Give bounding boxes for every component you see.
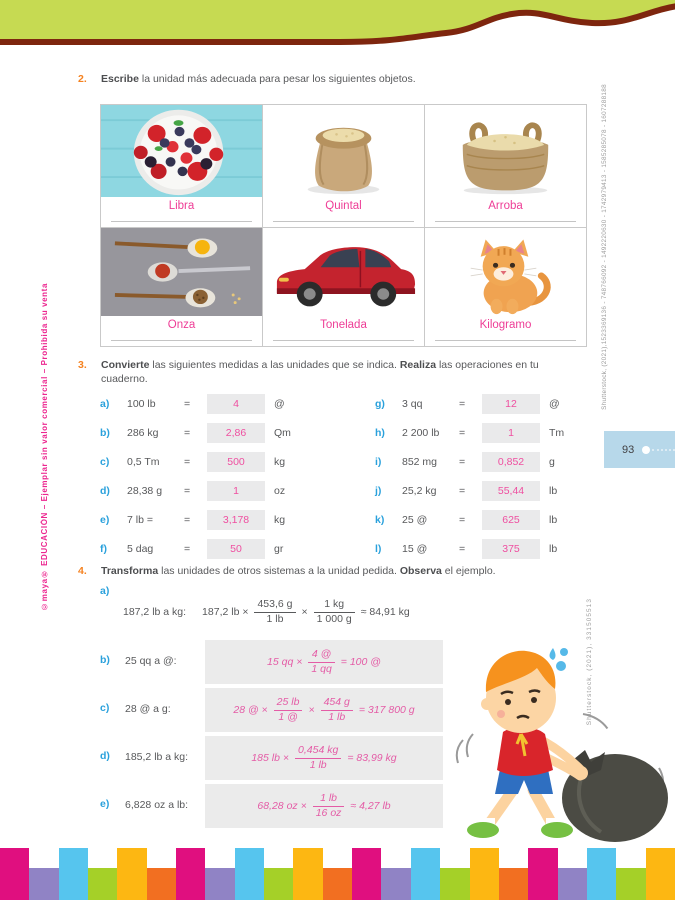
row-letter: g) — [375, 398, 385, 410]
answer-value: 500 — [227, 456, 245, 468]
row-letter: b) — [100, 654, 110, 666]
band-bar — [411, 848, 440, 900]
unit-label — [263, 316, 424, 346]
row-letter: a) — [100, 398, 110, 410]
exercise-4-header — [78, 564, 598, 578]
exercise-3-header — [78, 358, 585, 386]
grain-basket-photo — [425, 105, 586, 197]
unit-label-text: Kilogramo — [479, 319, 532, 331]
berries-photo-illustration — [101, 105, 262, 197]
car-photo-illustration — [263, 228, 424, 316]
fraction — [274, 696, 303, 723]
row-letter: a) — [100, 585, 110, 597]
instruction-rest: las operaciones en tu cuaderno. — [101, 359, 539, 386]
equals-sign: = — [184, 456, 191, 468]
fraction — [313, 792, 345, 819]
band-bar — [205, 868, 234, 900]
answer-value: 375 — [502, 543, 520, 555]
unit-label — [263, 197, 424, 227]
instruction-bold: Escribe — [101, 73, 139, 85]
band-bar — [117, 848, 146, 900]
answer-box — [207, 539, 265, 559]
work-box — [205, 640, 443, 684]
row-letter: j) — [375, 485, 382, 497]
band-bar — [323, 868, 352, 900]
band-bar — [176, 848, 205, 900]
band-bar — [0, 848, 29, 900]
conversion-column-right — [375, 394, 564, 559]
grain-sack-photo — [263, 105, 424, 197]
instruction-text — [101, 564, 496, 578]
equals-sign: = — [459, 456, 466, 468]
conversion-row — [100, 394, 291, 414]
conversion-row — [375, 452, 564, 472]
result-text: = 100 @ — [340, 656, 381, 668]
fraction — [308, 648, 334, 675]
answer-value: 625 — [502, 514, 520, 526]
unit-text: @ — [274, 398, 285, 410]
unit-text: kg — [274, 514, 286, 526]
answer-line — [111, 221, 253, 222]
row-letter: b) — [100, 427, 110, 439]
answer-box — [482, 394, 540, 414]
unit-text: lb — [549, 485, 558, 497]
row-letter: d) — [100, 485, 110, 497]
page-number-badge — [604, 431, 675, 468]
unit-text: lb — [549, 514, 558, 526]
row-letter: l) — [375, 543, 382, 555]
row-problem: 187,2 lb a kg: — [123, 606, 187, 618]
fraction — [295, 744, 341, 771]
answer-box — [207, 423, 265, 443]
answer-line — [435, 221, 577, 222]
fraction — [254, 598, 295, 625]
row-letter: d) — [100, 750, 110, 762]
result-text: = 83,99 kg — [347, 752, 397, 764]
answer-value: 55,44 — [497, 485, 525, 497]
row-expression: 2 200 lb — [402, 427, 440, 439]
equals-sign: = — [459, 514, 466, 526]
conversion-row — [100, 423, 291, 443]
fraction-numerator: 454 g — [321, 696, 353, 710]
answer-box — [482, 510, 540, 530]
answer-box — [482, 423, 540, 443]
row-problem: 25 qq a @: — [125, 655, 177, 667]
fraction-numerator: 4 @ — [308, 648, 334, 662]
boy-trash-bag-illustration — [433, 622, 670, 844]
grid-cell — [425, 105, 587, 228]
fraction-numerator: 1 lb — [313, 792, 345, 806]
answer-box — [207, 394, 265, 414]
math-lead: 28 @ × — [233, 704, 268, 716]
row-expression: 852 mg — [402, 456, 438, 468]
conversion-row — [375, 481, 564, 501]
fraction-denominator: 1 qq — [311, 662, 332, 675]
work-box — [205, 688, 443, 732]
unit-text: gr — [274, 543, 284, 555]
band-bar — [528, 848, 557, 900]
answer-value: 50 — [230, 543, 242, 555]
instruction-text — [101, 358, 585, 386]
row-expression: 7 lb = — [127, 514, 153, 526]
band-bar — [470, 848, 499, 900]
equals-sign: = — [184, 485, 191, 497]
result-text: ≈ 4,27 lb — [350, 800, 391, 812]
work-box — [205, 736, 443, 780]
band-bar — [646, 848, 675, 900]
row-letter: e) — [100, 798, 110, 810]
times-sign: × — [301, 606, 308, 618]
answer-box — [482, 452, 540, 472]
answer-value: 0,852 — [497, 456, 525, 468]
fraction — [321, 696, 353, 723]
answer-value: 2,86 — [225, 427, 247, 439]
equals-sign: = — [459, 543, 466, 555]
equals-sign: = — [184, 514, 191, 526]
row-expression: 28,38 g — [127, 485, 163, 497]
band-bar — [59, 848, 88, 900]
exercise-2-header — [78, 72, 583, 86]
unit-label — [101, 316, 262, 346]
unit-text: oz — [274, 485, 286, 497]
image-credit-text-2: Shutterstock, (2021), 331505513 — [586, 598, 593, 726]
band-bar — [147, 868, 176, 900]
row-letter: c) — [100, 456, 110, 468]
answer-line — [273, 221, 415, 222]
band-bar — [440, 868, 469, 900]
row-problem: 6,828 oz a lb: — [125, 799, 189, 811]
unit-text: lb — [549, 543, 558, 555]
item-number: 2. — [78, 73, 87, 85]
answer-value: 1 — [508, 427, 514, 439]
band-bar — [381, 868, 410, 900]
fraction-denominator: 1 000 g — [316, 612, 352, 625]
result-text: = 317 800 g — [358, 704, 415, 716]
grid-cell — [101, 105, 263, 228]
bottom-color-band — [0, 848, 675, 900]
fraction-numerator: 453,6 g — [254, 598, 295, 612]
instruction-bold: Transforma — [101, 565, 159, 577]
equals-sign: = — [184, 427, 191, 439]
spice-spoons-photo — [101, 228, 262, 316]
item-number: 4. — [78, 565, 87, 577]
band-bar — [558, 868, 587, 900]
row-letter: e) — [100, 514, 110, 526]
work-box — [205, 784, 443, 828]
fraction — [314, 598, 355, 625]
equals-sign: = — [459, 427, 466, 439]
answer-box — [207, 510, 265, 530]
unit-text: Qm — [274, 427, 291, 439]
instruction-bold: Convierte — [101, 359, 150, 371]
kitten-photo — [425, 228, 586, 316]
unit-label-text: Onza — [167, 319, 196, 331]
conversion-row — [100, 481, 291, 501]
badge-dot — [642, 446, 650, 454]
conversion-row — [100, 510, 291, 530]
row-expression: 25,2 kg — [402, 485, 437, 497]
fraction-denominator: 1 lb — [266, 612, 284, 625]
equals-sign: = — [459, 398, 466, 410]
badge-dotted-line — [652, 449, 675, 451]
unit-label — [425, 316, 586, 346]
answer-line — [435, 340, 577, 341]
weighing-grid — [100, 104, 587, 347]
unit-label-text: Quintal — [325, 200, 362, 212]
answer-line — [111, 340, 253, 341]
conversion-column-left — [100, 394, 291, 559]
row-problem: 28 @ a g: — [125, 703, 171, 715]
grid-cell — [263, 105, 425, 228]
instruction-rest: la unidad más adecuada para pesar los siguientes objetos. — [138, 73, 416, 85]
instruction-text — [101, 72, 416, 86]
row-letter: h) — [375, 427, 385, 439]
unit-label-text: Tonelada — [320, 319, 367, 331]
band-bar — [88, 868, 117, 900]
answer-box — [207, 452, 265, 472]
band-bar — [616, 868, 645, 900]
spoons-photo-illustration — [101, 228, 262, 316]
row-expression: 100 lb — [127, 398, 156, 410]
row-letter: c) — [100, 702, 110, 714]
row-expression: 286 kg — [127, 427, 159, 439]
row-problem: 185,2 lb a kg: — [125, 751, 189, 763]
answer-value: 4 — [233, 398, 239, 410]
answer-box — [482, 481, 540, 501]
unit-label — [101, 197, 262, 227]
row-letter: k) — [375, 514, 385, 526]
band-bar — [235, 848, 264, 900]
conversion-row — [375, 510, 564, 530]
top-wave-decoration — [0, 0, 675, 55]
answer-box — [482, 539, 540, 559]
unit-text: g — [549, 456, 555, 468]
publisher-vertical-text: ©maya® EDUCACIÓN – Ejemplar sin valor comercial – Prohibida su venta — [40, 283, 49, 611]
row-expression: 15 @ — [402, 543, 428, 555]
unit-label-text: Libra — [168, 200, 195, 212]
kitten-photo-illustration — [425, 228, 586, 316]
instruction-mid: las unidades de otros sistemas a la unidad pedida. — [158, 565, 400, 577]
equals-sign: = — [184, 543, 191, 555]
row-letter: i) — [375, 456, 382, 468]
fraction-numerator: 0,454 kg — [295, 744, 341, 758]
band-bar — [499, 868, 528, 900]
row-expression: 5 dag — [127, 543, 154, 555]
grid-cell — [101, 228, 263, 347]
band-bar — [352, 848, 381, 900]
result-text: ≈ 84,91 kg — [360, 606, 410, 618]
row-expression: 25 @ — [402, 514, 428, 526]
times-sign: × — [308, 704, 315, 716]
conversion-row — [375, 423, 564, 443]
instruction-bold: Realiza — [399, 359, 437, 371]
math-lead: 187,2 lb × — [202, 606, 249, 618]
equals-sign: = — [184, 398, 191, 410]
answer-value: 12 — [505, 398, 517, 410]
math-lead: 15 qq × — [267, 656, 303, 668]
band-bar — [264, 868, 293, 900]
fraction-numerator: 1 kg — [314, 598, 355, 612]
instruction-bold: Observa — [399, 565, 442, 577]
answer-line — [273, 340, 415, 341]
instruction-rest: el ejemplo. — [441, 565, 496, 577]
band-bar — [29, 868, 58, 900]
answer-value: 1 — [233, 485, 239, 497]
unit-label-text: Arroba — [488, 200, 523, 212]
row-expression: 3 qq — [402, 398, 423, 410]
conversion-row — [375, 394, 564, 414]
band-bar — [293, 848, 322, 900]
fraction-denominator: 1 lb — [309, 758, 327, 771]
equals-sign: = — [459, 485, 466, 497]
fraction-denominator: 1 @ — [278, 710, 298, 723]
unit-text: Tm — [549, 427, 565, 439]
conversion-row — [100, 452, 291, 472]
image-credit-text: Shutterstock, (2021),1523369136 - 748766092 - 1492220630 - 1742979413 - 1585285078 - 1607288188 — [601, 84, 608, 410]
item-number: 3. — [78, 359, 87, 371]
conversion-row — [375, 539, 564, 559]
answer-value: 3,178 — [222, 514, 250, 526]
fraction-denominator: 16 oz — [315, 806, 342, 819]
unit-text: @ — [549, 398, 560, 410]
band-bar — [587, 848, 616, 900]
fraction-numerator: 25 lb — [274, 696, 303, 710]
answer-box — [207, 481, 265, 501]
math-lead: 68,28 oz × — [257, 800, 307, 812]
row-expression: 0,5 Tm — [127, 456, 160, 468]
conversion-row — [100, 539, 291, 559]
instruction-mid: las siguientes medidas a las unidades que se indica. — [149, 359, 400, 371]
red-car-photo — [263, 228, 424, 316]
example-row — [123, 594, 410, 630]
sack-photo-illustration — [263, 105, 424, 197]
unit-label — [425, 197, 586, 227]
math-lead: 185 lb × — [251, 752, 290, 764]
basket-photo-illustration — [425, 105, 586, 197]
row-letter: f) — [100, 543, 107, 555]
grid-cell — [263, 228, 425, 347]
fraction-denominator: 1 lb — [328, 710, 346, 723]
berries-plate-photo — [101, 105, 262, 197]
unit-text: kg — [274, 456, 286, 468]
page-number: 93 — [622, 443, 635, 456]
grid-cell — [425, 228, 587, 347]
